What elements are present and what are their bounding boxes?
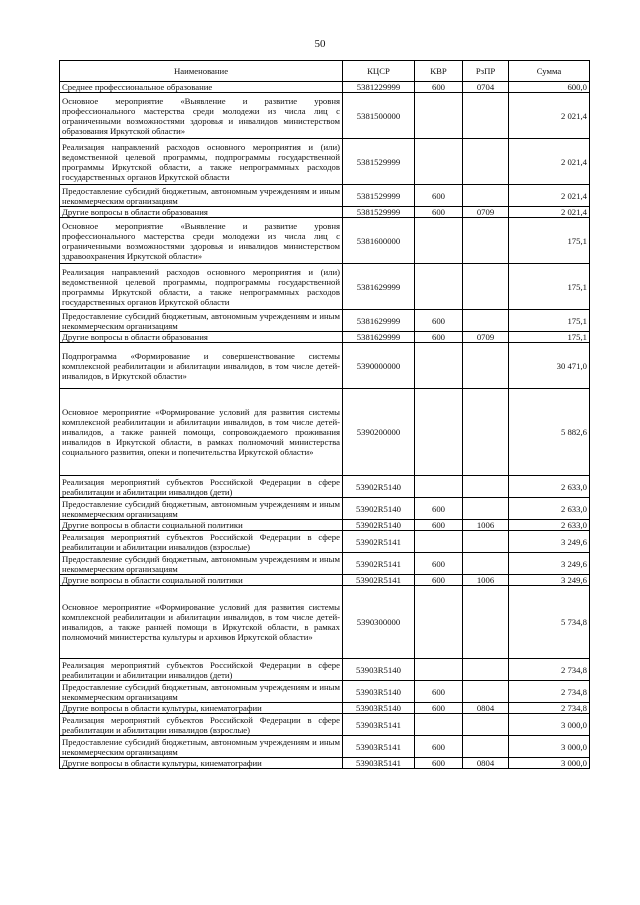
cell-sum: 5 882,6 <box>509 389 590 476</box>
cell-rzpr: 0709 <box>463 207 509 218</box>
cell-kvr: 600 <box>415 575 463 586</box>
cell-sum: 2 734,8 <box>509 659 590 681</box>
cell-kcsr: 53902R5140 <box>343 498 415 520</box>
cell-name: Другие вопросы в области образования <box>60 207 343 218</box>
cell-kvr <box>415 389 463 476</box>
table-row <box>60 82 590 93</box>
cell-kvr <box>415 659 463 681</box>
cell-sum: 175,1 <box>509 310 590 332</box>
table-row <box>60 575 590 586</box>
cell-name: Другие вопросы в области культуры, кинематографии <box>60 703 343 714</box>
cell-rzpr <box>463 264 509 310</box>
cell-kvr: 600 <box>415 681 463 703</box>
cell-name: Другие вопросы в области культуры, кинематографии <box>60 758 343 769</box>
table-row <box>60 389 590 476</box>
table-row <box>60 498 590 520</box>
cell-kcsr: 5381229999 <box>343 82 415 93</box>
cell-kvr: 600 <box>415 703 463 714</box>
cell-sum: 2 021,4 <box>509 185 590 207</box>
cell-kcsr: 53902R5141 <box>343 575 415 586</box>
cell-name: Предоставление субсидий бюджетным, автономным учреждениям и иным некоммерческим организациям <box>60 498 343 520</box>
cell-kvr <box>415 218 463 264</box>
cell-sum: 600,0 <box>509 82 590 93</box>
cell-name: Реализация мероприятий субъектов Российской Федерации в сфере реабилитации и абилитации инвалидов (взрослые) <box>60 714 343 736</box>
cell-rzpr <box>463 531 509 553</box>
cell-sum: 3 000,0 <box>509 714 590 736</box>
cell-kvr: 600 <box>415 207 463 218</box>
cell-sum: 2 633,0 <box>509 476 590 498</box>
cell-name: Основное мероприятие «Выявление и развитие уровня профессионального мастерства среди молодежи из числа лиц с ограниченными возможностями здоровья и инвалидов министерством здравоохранения Иркутской области» <box>60 218 343 264</box>
cell-kcsr: 53903R5140 <box>343 703 415 714</box>
cell-kcsr: 5390300000 <box>343 586 415 659</box>
cell-rzpr <box>463 476 509 498</box>
cell-rzpr <box>463 139 509 185</box>
cell-kvr <box>415 714 463 736</box>
cell-sum: 30 471,0 <box>509 343 590 389</box>
cell-rzpr: 0709 <box>463 332 509 343</box>
cell-rzpr: 1006 <box>463 575 509 586</box>
cell-name: Другие вопросы в области социальной политики <box>60 520 343 531</box>
cell-rzpr <box>463 389 509 476</box>
cell-kcsr: 5381529999 <box>343 185 415 207</box>
cell-sum: 2 021,4 <box>509 139 590 185</box>
cell-sum: 175,1 <box>509 218 590 264</box>
cell-kcsr: 53903R5141 <box>343 758 415 769</box>
cell-rzpr <box>463 218 509 264</box>
cell-rzpr <box>463 681 509 703</box>
cell-name: Предоставление субсидий бюджетным, автономным учреждениям и иным некоммерческим организациям <box>60 736 343 758</box>
header-kcsr: КЦСР <box>343 61 415 82</box>
cell-kvr <box>415 264 463 310</box>
table-row <box>60 332 590 343</box>
table-row <box>60 681 590 703</box>
cell-rzpr: 1006 <box>463 520 509 531</box>
table-row <box>60 736 590 758</box>
table-row <box>60 139 590 185</box>
cell-name: Реализация направлений расходов основного мероприятия и (или) ведомственной целевой программы, подпрограммы государственной программы Иркутской области, а также непрограммных расходов государственных органов Иркутской области <box>60 264 343 310</box>
cell-sum: 175,1 <box>509 264 590 310</box>
cell-kvr: 600 <box>415 498 463 520</box>
cell-rzpr <box>463 310 509 332</box>
cell-name: Реализация мероприятий субъектов Российской Федерации в сфере реабилитации и абилитации инвалидов (дети) <box>60 659 343 681</box>
cell-kcsr: 53903R5140 <box>343 681 415 703</box>
cell-rzpr <box>463 714 509 736</box>
table-row <box>60 531 590 553</box>
cell-kvr <box>415 476 463 498</box>
cell-name: Реализация мероприятий субъектов Российской Федерации в сфере реабилитации и абилитации инвалидов (взрослые) <box>60 531 343 553</box>
cell-kcsr: 5390200000 <box>343 389 415 476</box>
cell-sum: 3 249,6 <box>509 575 590 586</box>
table-row <box>60 264 590 310</box>
cell-name: Предоставление субсидий бюджетным, автономным учреждениям и иным некоммерческим организациям <box>60 185 343 207</box>
cell-kvr <box>415 343 463 389</box>
cell-kvr: 600 <box>415 310 463 332</box>
cell-sum: 3 000,0 <box>509 758 590 769</box>
cell-name: Основное мероприятие «Формирование условий для развития системы комплексной реабилитации и абилитации инвалидов, в том числе детей-инвалидов, а также ранней помощи в Иркутской области, в рамках полномочий министерства культуры и архивов Иркутской области» <box>60 586 343 659</box>
cell-sum: 2 021,4 <box>509 207 590 218</box>
table-row <box>60 207 590 218</box>
cell-kvr <box>415 531 463 553</box>
cell-sum: 2 633,0 <box>509 520 590 531</box>
cell-kvr <box>415 93 463 139</box>
header-rzpr: РзПР <box>463 61 509 82</box>
cell-kvr: 600 <box>415 520 463 531</box>
cell-kcsr: 5381600000 <box>343 218 415 264</box>
cell-sum: 3 000,0 <box>509 736 590 758</box>
table-row <box>60 185 590 207</box>
table-row <box>60 520 590 531</box>
cell-name: Предоставление субсидий бюджетным, автономным учреждениям и иным некоммерческим организациям <box>60 310 343 332</box>
cell-name: Основное мероприятие «Формирование условий для развития системы комплексной реабилитации и абилитации инвалидов, в том числе детей-инвалидов, а также ранней помощи, сопровождаемого проживания инвалидов в Иркутской области, в рамках полномочий министерства социального развития, опеки и попечительства Иркутской области» <box>60 389 343 476</box>
table-header-row <box>60 61 590 82</box>
cell-kcsr: 5381529999 <box>343 139 415 185</box>
cell-name: Основное мероприятие «Выявление и развитие уровня профессионального мастерства среди молодежи из числа лиц с ограниченными возможностями здоровья и инвалидов министерством образования Иркутской области» <box>60 93 343 139</box>
cell-kcsr: 5381629999 <box>343 264 415 310</box>
cell-rzpr <box>463 185 509 207</box>
table-row <box>60 553 590 575</box>
cell-sum: 2 734,8 <box>509 681 590 703</box>
cell-rzpr: 0804 <box>463 758 509 769</box>
cell-name: Подпрограмма «Формирование и совершенствование системы комплексной реабилитации и абилитации инвалидов, в том числе детей-инвалидов, в Иркутской области» <box>60 343 343 389</box>
budget-table <box>59 60 590 769</box>
header-sum: Сумма <box>509 61 590 82</box>
page-number: 50 <box>314 38 326 50</box>
cell-rzpr: 0704 <box>463 82 509 93</box>
cell-sum: 2 021,4 <box>509 93 590 139</box>
cell-rzpr <box>463 343 509 389</box>
cell-kvr: 600 <box>415 758 463 769</box>
table-row <box>60 586 590 659</box>
table-row <box>60 714 590 736</box>
cell-name: Другие вопросы в области социальной политики <box>60 575 343 586</box>
table-row <box>60 343 590 389</box>
cell-rzpr <box>463 586 509 659</box>
cell-name: Предоставление субсидий бюджетным, автономным учреждениям и иным некоммерческим организациям <box>60 553 343 575</box>
cell-sum: 175,1 <box>509 332 590 343</box>
cell-rzpr <box>463 736 509 758</box>
cell-sum: 2 633,0 <box>509 498 590 520</box>
header-name: Наименование <box>60 61 343 82</box>
cell-kcsr: 53902R5141 <box>343 553 415 575</box>
cell-sum: 3 249,6 <box>509 531 590 553</box>
cell-kcsr: 5381629999 <box>343 310 415 332</box>
cell-rzpr <box>463 553 509 575</box>
table-row <box>60 218 590 264</box>
cell-rzpr <box>463 659 509 681</box>
cell-kcsr: 5381629999 <box>343 332 415 343</box>
cell-sum: 3 249,6 <box>509 553 590 575</box>
cell-kvr: 600 <box>415 185 463 207</box>
cell-kvr <box>415 139 463 185</box>
cell-name: Реализация направлений расходов основного мероприятия и (или) ведомственной целевой программы, подпрограммы государственной программы Иркутской области, а также непрограммных расходов государственных органов Иркутской области <box>60 139 343 185</box>
cell-kvr: 600 <box>415 82 463 93</box>
table-body <box>60 82 590 769</box>
cell-kcsr: 53903R5141 <box>343 714 415 736</box>
cell-rzpr <box>463 498 509 520</box>
cell-name: Реализация мероприятий субъектов Российской Федерации в сфере реабилитации и абилитации инвалидов (дети) <box>60 476 343 498</box>
cell-kcsr: 53902R5140 <box>343 520 415 531</box>
cell-name: Другие вопросы в области образования <box>60 332 343 343</box>
cell-kcsr: 5381500000 <box>343 93 415 139</box>
cell-name: Среднее профессиональное образование <box>60 82 343 93</box>
table-row <box>60 93 590 139</box>
cell-kvr: 600 <box>415 736 463 758</box>
table-row <box>60 703 590 714</box>
cell-rzpr <box>463 93 509 139</box>
cell-kcsr: 53903R5140 <box>343 659 415 681</box>
cell-sum: 2 734,8 <box>509 703 590 714</box>
header-kvr: КВР <box>415 61 463 82</box>
cell-kvr: 600 <box>415 332 463 343</box>
table-row <box>60 758 590 769</box>
cell-kcsr: 5381529999 <box>343 207 415 218</box>
table-row <box>60 476 590 498</box>
cell-kvr: 600 <box>415 553 463 575</box>
cell-name: Предоставление субсидий бюджетным, автономным учреждениям и иным некоммерческим организациям <box>60 681 343 703</box>
cell-sum: 5 734,8 <box>509 586 590 659</box>
cell-kvr <box>415 586 463 659</box>
cell-kcsr: 53902R5140 <box>343 476 415 498</box>
cell-rzpr: 0804 <box>463 703 509 714</box>
cell-kcsr: 5390000000 <box>343 343 415 389</box>
cell-kcsr: 53902R5141 <box>343 531 415 553</box>
table-row <box>60 310 590 332</box>
cell-kcsr: 53903R5141 <box>343 736 415 758</box>
table-row <box>60 659 590 681</box>
